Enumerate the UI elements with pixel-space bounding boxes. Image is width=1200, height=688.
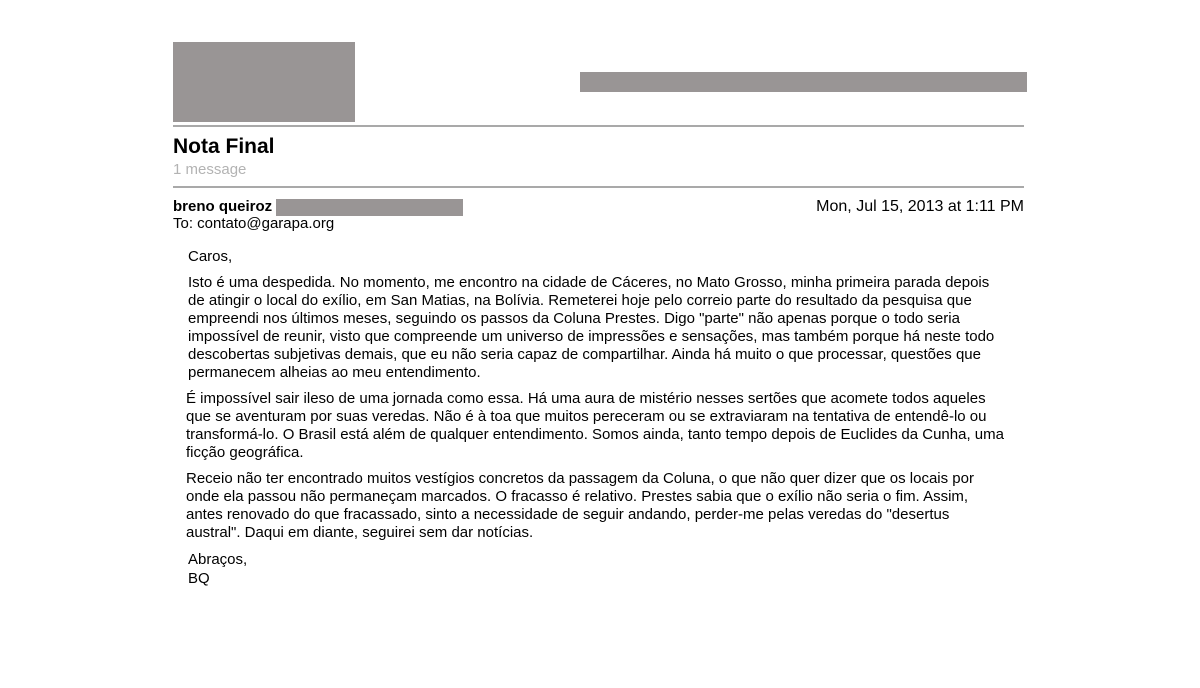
sender-row <box>173 198 463 216</box>
body-paragraph-1: Isto é uma despedida. No momento, me encontro na cidade de Cáceres, no Mato Grosso, minha primeira parada depois de atingir o local do exílio, em San Matias, na Bolívia. Remeterei hoje pelo correio parte do resultado da pesquisa que empreendi nos últimos meses, seguindo os passos da Coluna Prestes. Digo "parte" não apenas porque o todo seria impossível de reunir, visto que compreende um universo de impressões e sensações, mas também porque há neste todo descobertas subjetivas demais, que eu não seria capaz de compartilhar. Ainda há muito o que processar, questões que permanecem alheias ao meu entendimento. <box>188 274 995 381</box>
email-body <box>186 248 1006 588</box>
closing-block <box>186 550 1006 588</box>
redacted-logo <box>173 42 355 122</box>
redacted-account-info <box>580 72 1027 92</box>
message-count: 1 message <box>173 161 247 178</box>
subject-divider <box>173 186 1024 188</box>
body-paragraph-2: É impossível sair ileso de uma jornada como essa. Há uma aura de mistério nesses sertões que acomete todos aqueles que se aventuram por suas veredas. Não é à toa que muitos pereceram ou se extraviaram na tentativa de entendê-lo ou transformá-lo. O Brasil está além de qualquer entendimento. Somos ainda, tanto tempo depois de Euclides da Cunha, uma ficção geográfica. <box>186 390 1004 461</box>
recipient-line: To: contato@garapa.org <box>173 215 335 232</box>
body-paragraph-3: Receio não ter encontrado muitos vestígios concretos da passagem da Coluna, o que não quer dizer que os locais por onde ela passou não permaneçam marcados. O fracasso é relativo. Prestes sabia que o exílio não seria o fim. Assim, antes renovado do que fracassado, sinto a necessidade de seguir andando, perder-me pelas veredas do "desertus austral". Daqui em diante, seguirei sem dar notícias. <box>186 470 974 541</box>
signature: BQ <box>188 570 210 587</box>
header-divider <box>173 125 1024 127</box>
redacted-sender-email <box>276 199 463 216</box>
sender-name: breno queiroz <box>173 198 273 215</box>
email-subject: Nota Final <box>173 135 275 158</box>
closing-line: Abraços, <box>188 551 248 568</box>
greeting: Caros, <box>188 248 233 265</box>
email-timestamp: Mon, Jul 15, 2013 at 1:11 PM <box>816 198 1024 215</box>
